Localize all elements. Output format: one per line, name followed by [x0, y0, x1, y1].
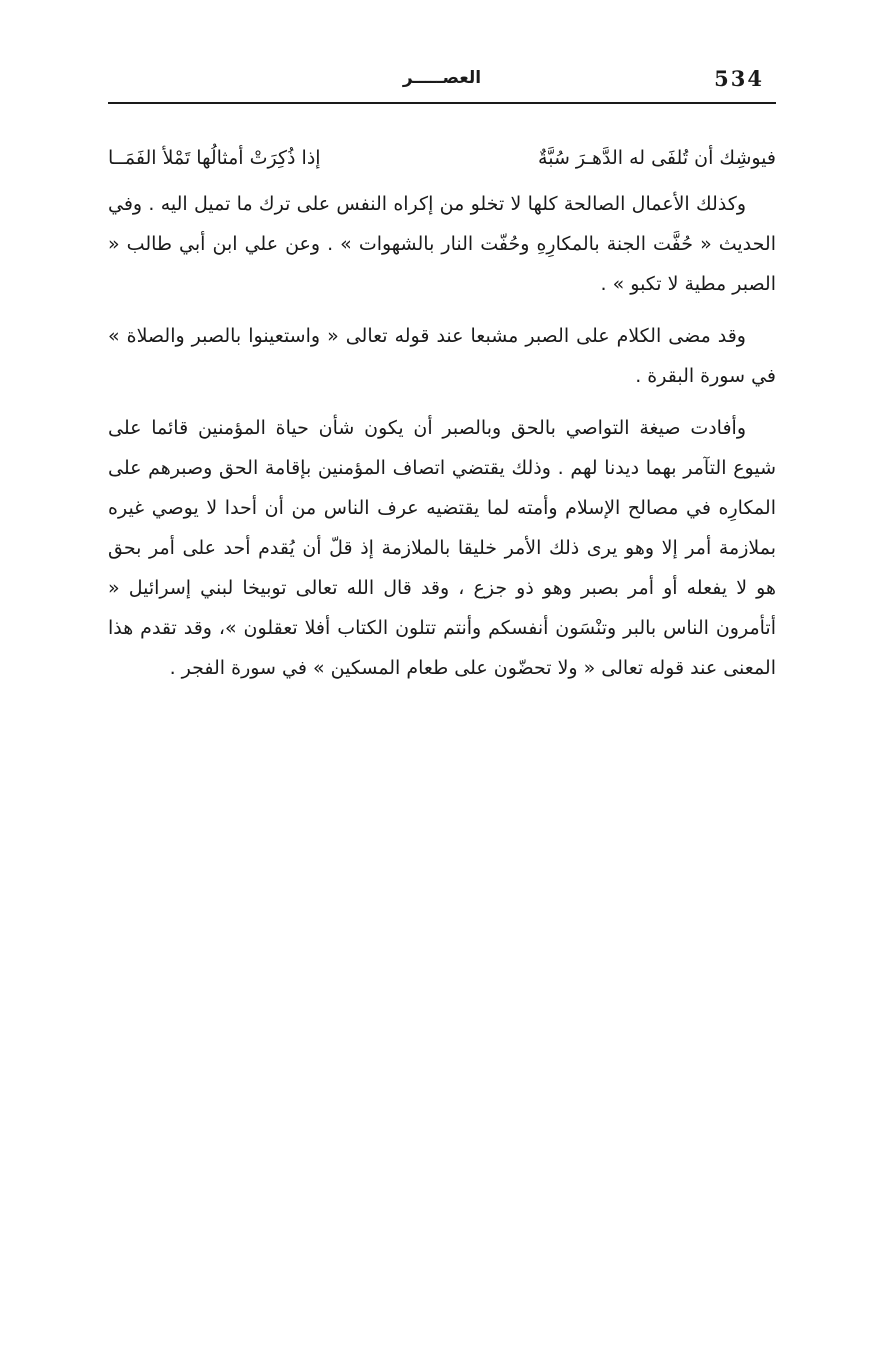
verse-first-hemistich: فيوشِك أن تُلفَى له الدَّهـرَ سُبَّةٌ — [538, 147, 776, 169]
paragraph: وكذلك الأعمال الصالحة كلها لا تخلو من إكراه النفس على ترك ما تميل اليه . وفي الحديث « حُفَّت الجنة بالمكارِهِ وحُفّت النار بالشهوات » . وعن علي ابن أبي طالب « الصبر مطية لا تكبو » . — [108, 193, 776, 295]
page-number: 534 — [714, 66, 764, 91]
page-body — [108, 138, 776, 700]
paragraph: وأفادت صيغة التواصي بالحق وبالصبر أن يكون شأن حياة المؤمنين قائما على شيوع التآمر بهما ديدنا لهم . وذلك يقتضي اتصاف المؤمنين بإقامة الحق وصبرهم على المكارِه في مصالح الإسلام وأمته لما يقتضيه عرف الناس من أن أحدا لا يوصي غيره بملازمة أمر إلا وهو يرى ذلك الأمر خليقا بالملازمة إذ قلّ أن يُقدم أحد على أمر بحق هو لا يفعله أو أمر بصبر وهو ذو جزع ، وقد قال الله تعالى توبيخا لبني إسرائيل « أتأمرون الناس بالبر وتنْسَون أنفسكم وأنتم تتلون الكتاب أفلا تعقلون »، وقد تقدم هذا المعنى عند قوله تعالى « ولا تحضّون على طعام المسكين » في سورة الفجر . — [108, 417, 776, 679]
running-title: العصـــــر — [402, 68, 482, 88]
poetry-verse — [108, 138, 776, 184]
header-rule — [108, 102, 776, 104]
verse-second-hemistich: إذا ذُكِرَتْ أمثالُها تَمْلأ الفَمَــا — [108, 147, 321, 169]
paragraph: وقد مضى الكلام على الصبر مشبعا عند قوله تعالى « واستعينوا بالصبر والصلاة » في سورة البقرة . — [108, 325, 776, 387]
page-header — [108, 62, 776, 102]
